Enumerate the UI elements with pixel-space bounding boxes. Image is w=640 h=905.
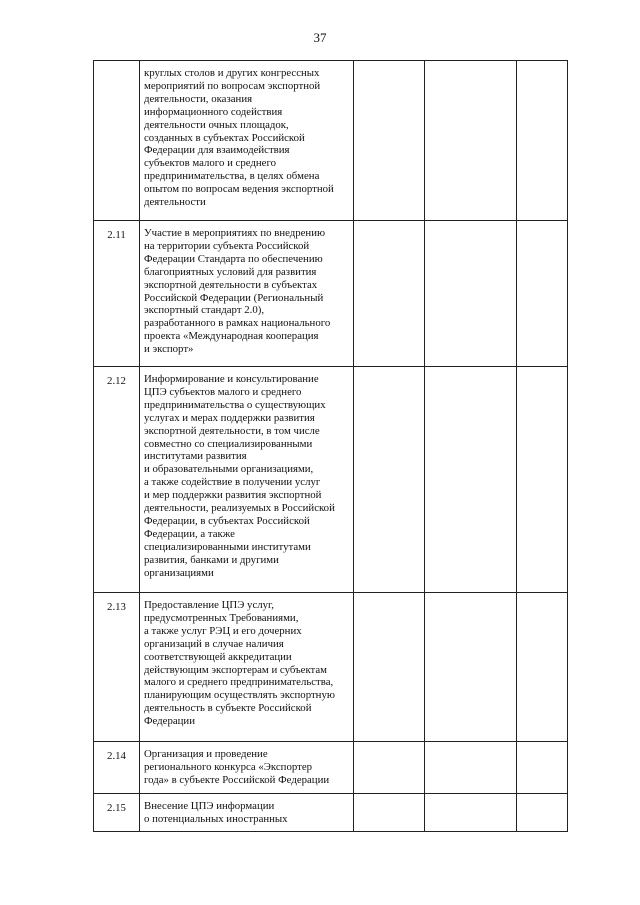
text-line: специализированными институтами [144, 540, 311, 553]
text-line: информационного содействия [144, 105, 283, 118]
text-line: Федерации, а также [144, 527, 235, 540]
table-row [94, 61, 568, 221]
text-line: Внесение ЦПЭ информации [144, 800, 275, 812]
empty-cell [425, 61, 517, 221]
text-line: разработанного в рамках национального [144, 317, 331, 330]
text-line: Российской Федерации (Региональный [144, 291, 324, 304]
text-line: опытом по вопросам ведения экспортной [144, 183, 334, 196]
text-line: экспортный стандарт 2.0), [144, 304, 265, 317]
text-line: услугах и мерах поддержки развития [144, 411, 315, 424]
text-line: благоприятных условий для развития [144, 265, 317, 278]
row-description [140, 221, 354, 367]
text-line: Организация и проведение [144, 748, 268, 760]
empty-cell [354, 593, 425, 742]
empty-cell [354, 61, 425, 221]
empty-cell [354, 794, 425, 832]
text-line: на территории субъекта Российской [144, 239, 310, 252]
text-line: проекта «Международная кооперация [144, 330, 319, 343]
row-number [94, 61, 140, 221]
row-number: 2.14 [94, 742, 140, 794]
row-number: 2.12 [94, 367, 140, 593]
text-line: деятельности, оказания [144, 92, 253, 105]
text-line: Предоставление ЦПЭ услуг, [144, 599, 274, 611]
text-line: соответствующей аккредитации [144, 650, 292, 663]
text-line: Федерации, в субъектах Российской [144, 514, 310, 527]
text-line: Федерации [144, 715, 195, 728]
text-line: экспортной деятельности, в том числе [144, 424, 320, 437]
text-line: регионального конкурса «Экспортер [144, 760, 313, 773]
empty-cell [517, 742, 568, 794]
text-line: года» в субъекте Российской Федерации [144, 773, 330, 786]
table-row [94, 593, 568, 742]
text-line: субъектов малого и среднего [144, 157, 277, 170]
text-line: Информирование и консультирование [144, 373, 319, 385]
text-line: предпринимательства о существующих [144, 398, 326, 411]
row-number: 2.11 [94, 221, 140, 367]
empty-cell [425, 221, 517, 367]
table-row [94, 794, 568, 832]
text-line: Федерации Стандарта по обеспечению [144, 252, 323, 265]
text-line: предусмотренных Требованиями, [144, 611, 299, 624]
table-row [94, 742, 568, 794]
text-line: институтами развития [144, 450, 247, 463]
row-description [140, 61, 354, 221]
empty-cell [517, 794, 568, 832]
empty-cell [354, 742, 425, 794]
text-line: развития, банками и другими [144, 553, 279, 566]
text-line: круглых столов и других конгрессных [144, 67, 320, 79]
empty-cell [354, 221, 425, 367]
table-row [94, 221, 568, 367]
text-line: а также содействие в получении услуг [144, 476, 321, 489]
empty-cell [425, 742, 517, 794]
text-line: малого и среднего предпринимательства, [144, 676, 334, 689]
measures-table [93, 60, 568, 832]
text-line: Участие в мероприятиях по внедрению [144, 227, 326, 239]
row-number: 2.15 [94, 794, 140, 832]
text-line: Федерации для взаимодействия [144, 144, 290, 157]
row-number: 2.13 [94, 593, 140, 742]
row-description [140, 593, 354, 742]
text-line: планирующим осуществлять экспортную [144, 689, 335, 702]
text-line: деятельность в субъекте Российской [144, 702, 312, 715]
empty-cell [517, 367, 568, 593]
row-description [140, 742, 354, 794]
empty-cell [517, 61, 568, 221]
empty-cell [517, 593, 568, 742]
text-line: совместно со специализированными [144, 437, 313, 450]
text-line: а также услуг РЭЦ и его дочерних [144, 624, 302, 637]
text-line: предпринимательства, в целях обмена [144, 170, 320, 183]
text-line: и образовательными организациями, [144, 463, 314, 476]
table-row [94, 367, 568, 593]
empty-cell [425, 593, 517, 742]
text-line: организаций в случае наличия [144, 637, 284, 650]
row-description [140, 367, 354, 593]
text-line: ЦПЭ субъектов малого и среднего [144, 385, 302, 398]
text-line: экспортной деятельности в субъектах [144, 278, 318, 291]
text-line: мероприятий по вопросам экспортной [144, 79, 321, 92]
text-line: организациями [144, 566, 214, 579]
text-line: и мер поддержки развития экспортной [144, 489, 322, 502]
text-line: деятельности, реализуемых в Российской [144, 502, 335, 515]
text-line: действующим экспортерам и субъектам [144, 663, 328, 676]
text-line: созданных в субъектах Российской [144, 131, 305, 144]
page-number: 37 [313, 30, 327, 45]
text-line: о потенциальных иностранных [144, 812, 288, 825]
empty-cell [425, 794, 517, 832]
empty-cell [425, 367, 517, 593]
text-line: деятельности очных площадок, [144, 118, 289, 131]
row-description [140, 794, 354, 832]
text-line: и экспорт» [144, 343, 194, 356]
empty-cell [517, 221, 568, 367]
empty-cell [354, 367, 425, 593]
text-line: деятельности [144, 196, 206, 209]
